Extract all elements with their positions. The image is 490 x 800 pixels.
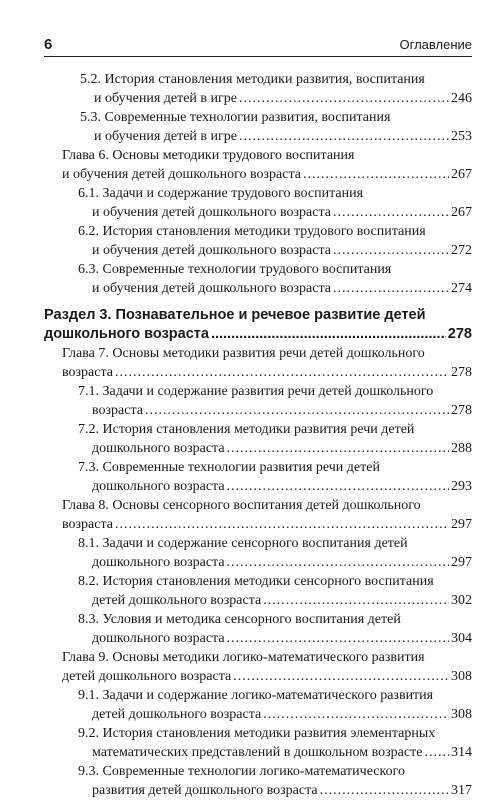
toc-entry-title-cont: детей дошкольного возраста	[92, 707, 262, 722]
toc-entry-title-cont: возраста	[62, 517, 113, 532]
toc-entry-7-3	[78, 458, 472, 496]
toc-entry-title: 6.1. Задачи и содержание трудового воспитания	[78, 186, 364, 201]
toc-entry-title-cont: дошкольного возраста	[92, 631, 225, 646]
leader-dots	[263, 705, 449, 724]
toc-entry-6-2	[78, 222, 472, 260]
toc-entry-6-3	[78, 260, 472, 298]
toc-page-number: 293	[451, 479, 472, 494]
leader-dots	[333, 279, 449, 298]
toc-page-number: 267	[451, 167, 472, 182]
toc-entry-title-cont: детей дошкольного возраста	[62, 669, 232, 684]
toc-page-number: 302	[451, 593, 472, 608]
toc-entry-title-cont: и обучения детей дошкольного возраста	[92, 205, 331, 220]
toc-entry-title-cont: дошкольного возраста	[92, 441, 225, 456]
toc-page-number: 267	[451, 205, 472, 220]
toc-part-title-cont: дошкольного возраста	[44, 326, 209, 342]
leader-dots	[227, 629, 449, 648]
toc-entry-title: Глава 9. Основы методики логико-математического развития	[62, 650, 425, 665]
toc-page-number: 304	[451, 631, 472, 646]
leader-dots	[320, 781, 449, 800]
toc-entry-title: 9.2. История становления методики развития элементарных	[78, 726, 436, 741]
toc-entry-title-cont: и обучения детей дошкольного возраста	[62, 167, 301, 182]
toc-entry-title-cont: детей дошкольного возраста	[92, 593, 262, 608]
toc-entry-title: 8.3. Условия и методика сенсорного воспитания детей	[78, 612, 401, 627]
toc-entry-title: 5.3. Современные технологии развития, воспитания	[80, 110, 391, 125]
toc-page-number: 278	[451, 365, 472, 380]
toc-page-number: 253	[451, 129, 472, 144]
toc-page-number: 317	[451, 783, 472, 798]
page-number: 6	[44, 36, 53, 53]
toc-entry-title: 8.1. Задачи и содержание сенсорного воспитания детей	[78, 536, 408, 551]
toc-page-number: 308	[451, 707, 472, 722]
toc-part-title: Раздел 3. Познавательное и речевое развитие детей	[44, 307, 426, 323]
toc-entry-title: 6.3. Современные технологии трудового воспитания	[78, 262, 392, 277]
toc-entry-title: 7.2. История становления методики развития речи детей	[78, 422, 415, 437]
leader-dots	[227, 553, 449, 572]
toc-page-number: 272	[451, 243, 472, 258]
toc-page-number: 308	[451, 669, 472, 684]
toc-entry-title-cont: и обучения детей в игре	[94, 91, 237, 106]
toc-entry-title-cont: и обучения детей в игре	[94, 129, 237, 144]
toc-page-number: 288	[451, 441, 472, 456]
toc-entry-title-cont: возраста	[62, 365, 113, 380]
toc-entry-chapter-8	[62, 496, 472, 534]
toc-entry-title: Глава 6. Основы методики трудового воспитания	[62, 148, 355, 163]
toc-page-number: 274	[451, 281, 472, 296]
toc-entry-title: 8.2. История становления методики сенсорного воспитания	[78, 574, 434, 589]
leader-dots	[211, 325, 446, 344]
toc-entry-title-cont: и обучения детей дошкольного возраста	[92, 243, 331, 258]
toc-page-number: 297	[451, 517, 472, 532]
toc-entry-title: 7.1. Задачи и содержание развития речи детей дошкольного	[78, 384, 434, 399]
leader-dots	[239, 127, 449, 146]
toc-entry-title-cont: дошкольного возраста	[92, 479, 225, 494]
toc-entry-title: 7.3. Современные технологии развития речи детей	[78, 460, 380, 475]
leader-dots	[227, 439, 449, 458]
toc-entry-chapter-6	[62, 146, 472, 184]
toc-entry-title: 5.2. История становления методики развития, воспитания	[80, 72, 425, 87]
leader-dots	[145, 401, 449, 420]
toc-entry-8-3	[78, 610, 472, 648]
leader-dots	[115, 515, 449, 534]
toc-entry-7-1	[78, 382, 472, 420]
toc-entry-title-cont: математических представлений в дошкольном возрасте	[92, 745, 423, 760]
toc-entry-chapter-7	[62, 344, 472, 382]
toc-entry-title-cont: развития детей дошкольного возраста	[92, 783, 318, 798]
leader-dots	[263, 591, 449, 610]
leader-dots	[333, 241, 449, 260]
running-header	[44, 34, 472, 57]
leader-dots	[227, 477, 449, 496]
leader-dots	[333, 203, 449, 222]
leader-dots	[424, 743, 449, 762]
toc-entry-title: Глава 8. Основы сенсорного воспитания детей дошкольного	[62, 498, 421, 513]
running-title: Оглавление	[399, 37, 472, 52]
toc-entry-title-cont: дошкольного возраста	[92, 555, 225, 570]
toc-entry-title: 9.1. Задачи и содержание логико-математического развития	[78, 688, 434, 703]
toc-entry-title: 6.2. История становления методики трудового воспитания	[78, 224, 426, 239]
toc-entry-5-3	[80, 108, 472, 146]
toc-page-number: 297	[451, 555, 472, 570]
toc-entry-title: Глава 7. Основы методики развития речи детей дошкольного	[62, 346, 425, 361]
leader-dots	[239, 89, 449, 108]
toc-entry-part-3	[44, 306, 472, 344]
toc-page-number: 278	[451, 403, 472, 418]
toc-page-number: 246	[451, 91, 472, 106]
toc-entry-title-cont: возраста	[92, 403, 143, 418]
toc-entry-9-1	[78, 686, 472, 724]
toc-entry-title-cont: и обучения детей дошкольного возраста	[92, 281, 331, 296]
toc-entry-8-1	[78, 534, 472, 572]
leader-dots	[303, 165, 449, 184]
toc-entry-7-2	[78, 420, 472, 458]
leader-dots	[115, 363, 449, 382]
toc-page-number: 278	[447, 326, 472, 342]
toc-entry-5-2	[80, 70, 472, 108]
leader-dots	[233, 667, 449, 686]
toc-entry-title: 9.3. Современные технологии логико-математического	[78, 764, 405, 779]
toc-entry-chapter-9	[62, 648, 472, 686]
toc-entry-9-2	[78, 724, 472, 762]
toc-entry-8-2	[78, 572, 472, 610]
toc-page-number: 314	[451, 745, 472, 760]
toc-entry-6-1	[78, 184, 472, 222]
